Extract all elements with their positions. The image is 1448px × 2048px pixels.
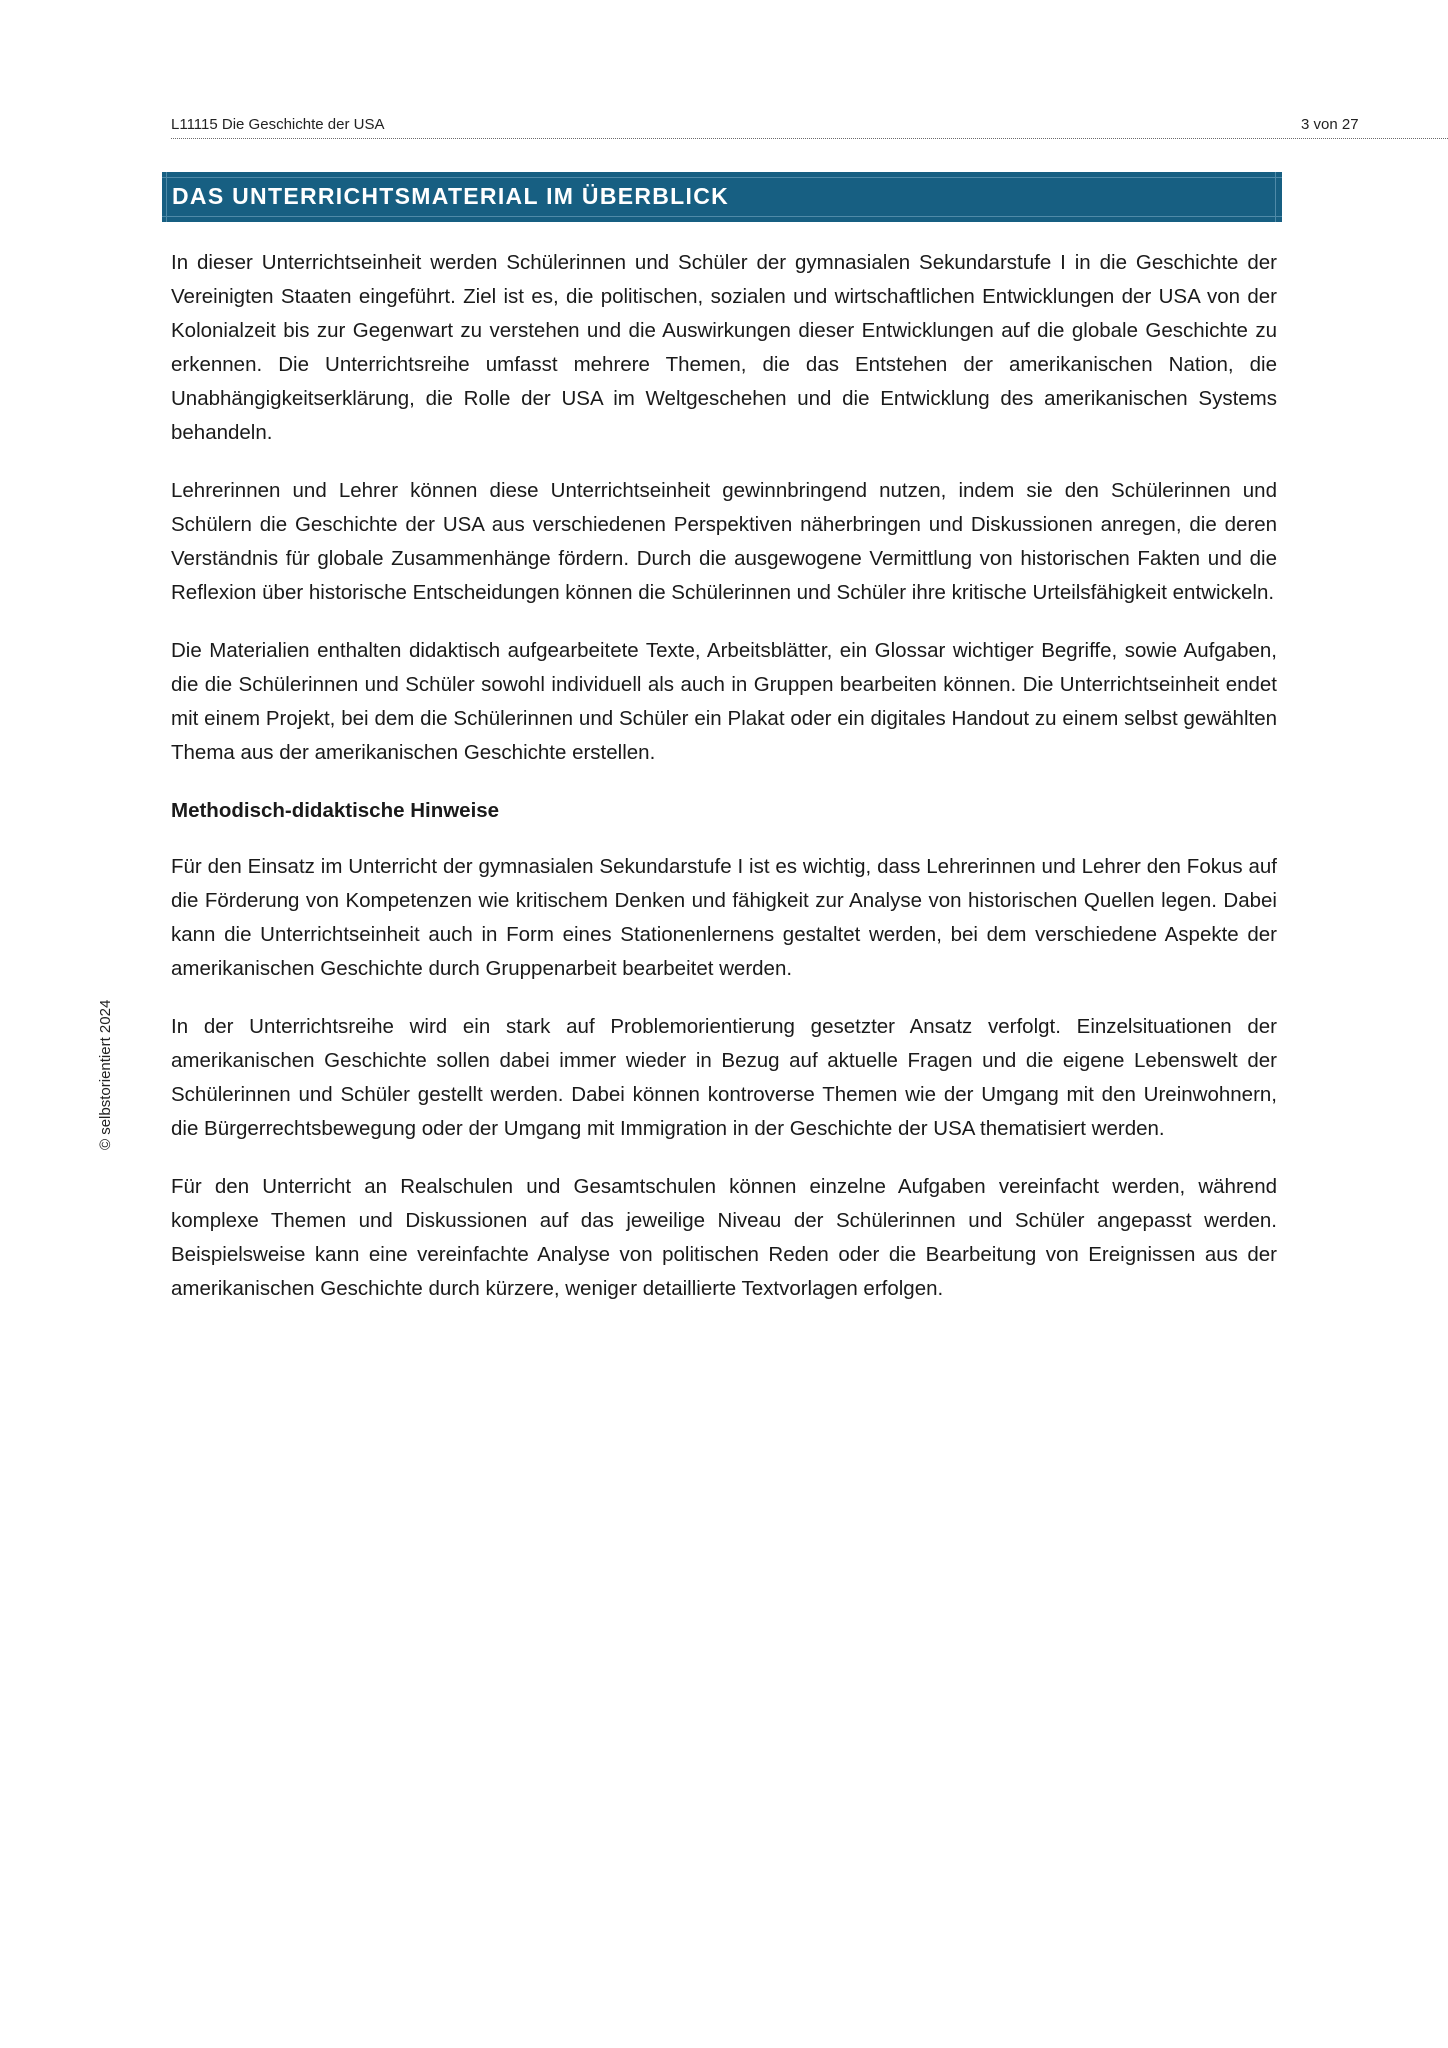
page-header	[171, 114, 1448, 139]
section-banner	[162, 172, 1282, 222]
document-title: L11115 Die Geschichte der USA	[171, 116, 385, 133]
paragraph-intro-1: In dieser Unterrichtseinheit werden Schülerinnen und Schüler der gymnasialen Sekundarstufe I in die Geschichte der Vereinigten Staaten eingeführt. Ziel ist es, die politischen, sozialen und wirtschaftlichen Entwicklungen der USA von der Kolonialzeit bis zur Gegenwart zu verstehen und die Auswirkungen dieser Entwicklungen auf die globale Geschichte zu erkennen. Die Unterrichtsreihe umfasst mehrere Themen, die das Entstehen der amerikanischen Nation, die Unabhängigkeitserklärung, die Rolle der USA im Weltgeschehen und die Entwicklung des amerikanischen Systems behandeln.	[171, 251, 1277, 444]
subheading-methods: Methodisch-didaktische Hinweise	[171, 799, 500, 822]
section-title: DAS UNTERRICHTSMATERIAL IM ÜBERBLICK	[172, 183, 730, 209]
paragraph-intro-3: Die Materialien enthalten didaktisch aufgearbeitete Texte, Arbeitsblätter, ein Glossar wichtiger Begriffe, sowie Aufgaben, die die Schülerinnen und Schüler sowohl individuell als auch in Gruppen bearbeiten können. Die Unterrichtseinheit endet mit einem Projekt, bei dem die Schülerinnen und Schüler ein Plakat oder ein digitales Handout zu einem selbst gewählten Thema aus der amerikanischen Geschichte erstellen.	[171, 639, 1277, 764]
page-number: 3 von 27	[1301, 116, 1359, 133]
paragraph-methods-2: In der Unterrichtsreihe wird ein stark auf Problemorientierung gesetzter Ansatz verfolgt. Einzelsituationen der amerikanischen Geschichte sollen dabei immer wieder in Bezug auf aktuelle Fragen und die eigene Lebenswelt der Schülerinnen und Schüler gestellt werden. Dabei können kontroverse Themen wie der Umgang mit den Ureinwohnern, die Bürgerrechtsbewegung oder der Umgang mit Immigration in der Geschichte der USA thematisiert werden.	[171, 1015, 1277, 1140]
paragraph-methods-1: Für den Einsatz im Unterricht der gymnasialen Sekundarstufe I ist es wichtig, dass Lehrerinnen und Lehrer den Fokus auf die Förderung von Kompetenzen wie kritischem Denken und fähigkeit zur Analyse von historischen Quellen legen. Dabei kann die Unterrichtseinheit auch in Form eines Stationenlernens gestaltet werden, bei dem verschiedene Aspekte der amerikanischen Geschichte durch Gruppenarbeit bearbeitet werden.	[171, 855, 1277, 980]
copyright-notice: © selbstorientiert 2024	[97, 999, 114, 1150]
paragraph-methods-3: Für den Unterricht an Realschulen und Gesamtschulen können einzelne Aufgaben vereinfacht werden, während komplexe Themen und Diskussionen auf das jeweilige Niveau der Schülerinnen und Schüler angepasst werden. Beispielsweise kann eine vereinfachte Analyse von politischen Reden oder die Bearbeitung von Ereignissen aus der amerikanischen Geschichte durch kürzere, weniger detaillierte Textvorlagen erfolgen.	[171, 1175, 1277, 1300]
document-body	[171, 246, 1277, 1330]
paragraph-intro-2: Lehrerinnen und Lehrer können diese Unterrichtseinheit gewinnbringend nutzen, indem sie den Schülerinnen und Schülern die Geschichte der USA aus verschiedenen Perspektiven näherbringen und Diskussionen anregen, die deren Verständnis für globale Zusammenhänge fördern. Durch die ausgewogene Vermittlung von historischen Fakten und die Reflexion über historische Entscheidungen können die Schülerinnen und Schüler ihre kritische Urteilsfähigkeit entwickeln.	[171, 479, 1277, 604]
